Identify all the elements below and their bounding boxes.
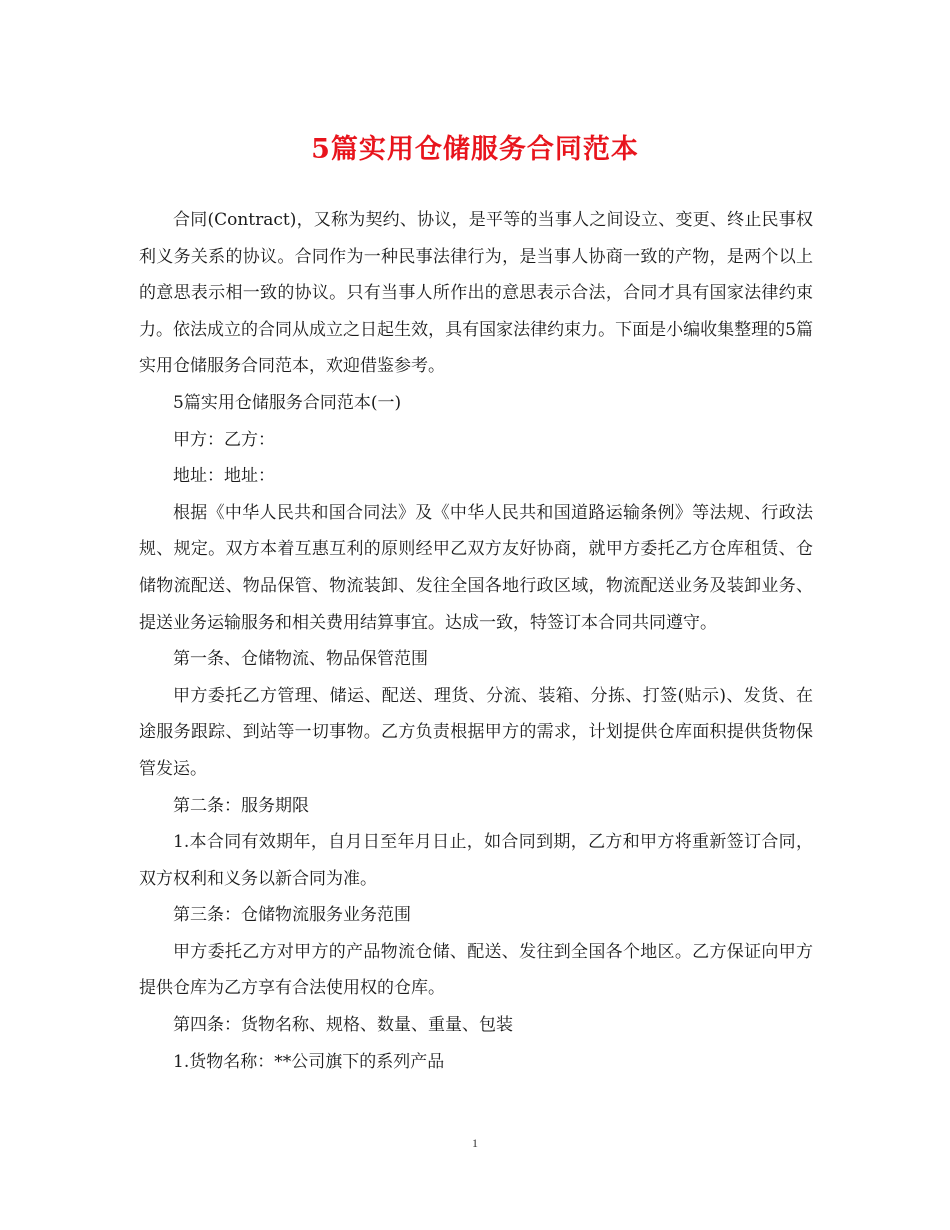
article-heading: 第二条：服务期限	[173, 795, 309, 816]
article-paragraph: 1.货物名称：**公司旗下的系列产品	[173, 1051, 445, 1072]
article-paragraph: 甲方委托乙方对甲方的产品物流仓储、配送、发往到全国各个地区。乙方保证向甲方提供仓库为乙方享有合法使用权的仓库。	[139, 941, 813, 999]
article-heading: 第一条、仓储物流、物品保管范围	[173, 649, 428, 670]
basis-paragraph: 根据《中华人民共和国合同法》及《中华人民共和国道路运输条例》等法规、行政法规、规定。双方本着互惠互利的原则经甲乙双方友好协商，就甲方委托乙方仓库租赁、仓储物流配送、物品保管、物流装卸、发往全国各地行政区域，物流配送业务及装卸业务、提送业务运输服务和相关费用结算事宜。达成一致，特签订本合同共同遵守。	[139, 502, 813, 633]
address-line: 地址：地址：	[173, 466, 275, 487]
document-title: 5篇实用仓储服务合同范本	[311, 134, 639, 165]
article-heading: 第四条：货物名称、规格、数量、重量、包装	[173, 1015, 513, 1036]
article-paragraph: 1.本合同有效期年，自月日至年月日止，如合同到期，乙方和甲方将重新签订合同，双方权利和义务以新合同为准。	[139, 832, 813, 889]
intro-paragraph: 合同(Contract)，又称为契约、协议，是平等的当事人之间设立、变更、终止民事权利义务关系的协议。合同作为一种民事法律行为，是当事人协商一致的产物，是两个以上的意思表示相一致的协议。只有当事人所作出的意思表示合法，合同才具有国家法律约束力。依法成立的合同从成立之日起生效，具有国家法律约束力。下面是小编收集整理的5篇实用仓储服务合同范本，欢迎借鉴参考。	[139, 210, 813, 377]
article-heading: 第三条：仓储物流服务业务范围	[173, 905, 411, 926]
document-body	[139, 202, 813, 1080]
page-number: 1	[472, 1136, 478, 1150]
party-line: 甲方：乙方：	[173, 429, 275, 450]
article-paragraph: 甲方委托乙方管理、储运、配送、理货、分流、装箱、分拣、打签(贴示)、发货、在途服务跟踪、到站等一切事物。乙方负责根据甲方的需求，计划提供仓库面积提供货物保管发运。	[139, 685, 813, 779]
section-heading: 5篇实用仓储服务合同范本(一)	[173, 392, 402, 413]
